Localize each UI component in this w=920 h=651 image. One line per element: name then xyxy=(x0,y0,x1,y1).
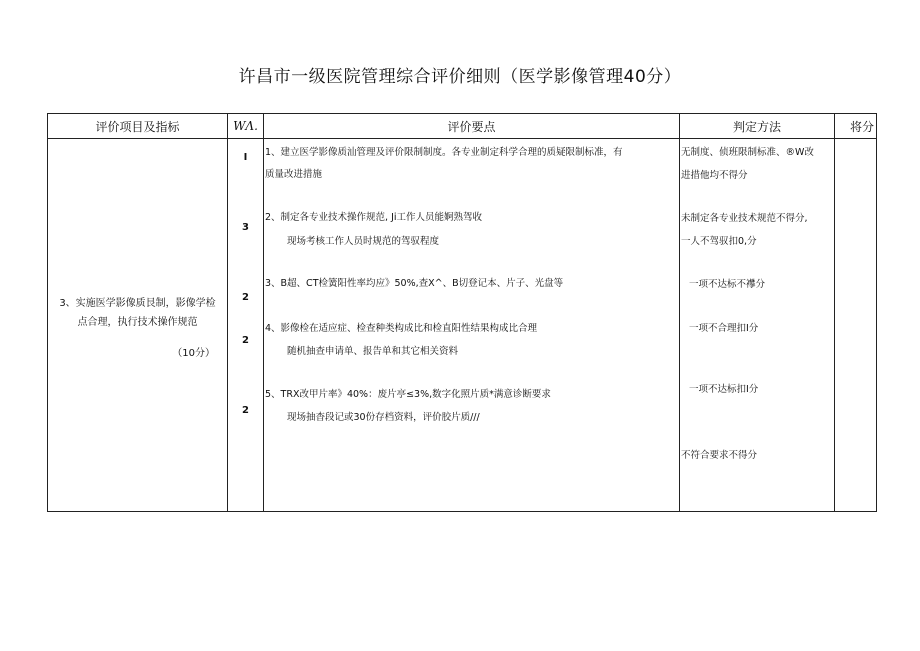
page-title: 许昌市一级医院管理综合评价细则（医学影像管理40分） xyxy=(238,67,682,87)
method-cell xyxy=(680,139,835,512)
weight-4: 2 xyxy=(242,335,249,346)
method-2-line-2: 一人不驾驭扣0,分 xyxy=(681,236,757,247)
point-5-line-2: 现场抽杳段记或30份存档资料，评价胶片质/// xyxy=(287,412,480,423)
point-2-line-2: 现场考核工作人员时规范的驾驭程度 xyxy=(287,236,440,247)
method-4: 一项不合理扣I分 xyxy=(689,323,759,334)
score-cell xyxy=(835,139,877,512)
point-1-line-1: 1、建立医学影像质汕管理及评价限制制度。各专业制定科学合理的质疑限制标准，有 xyxy=(265,147,623,158)
method-6: 不符合要求不得分 xyxy=(681,450,758,461)
method-3: 一项不达标不襻分 xyxy=(689,279,766,290)
item-line-1: 3、实施医学影像质艮制，影像学检 xyxy=(59,298,216,309)
method-1-line-1: 无制度、侦班限制标准、®W改 xyxy=(681,147,814,158)
item-line-2: 点合理，执行技术操作规范 xyxy=(77,317,198,328)
point-4-line-2: 随机抽查申请单、报告单和其它相关资料 xyxy=(287,346,459,357)
points-cell xyxy=(264,139,680,512)
point-3-line-1: 3、B超、CT检簧阳性率均应》50%,查X^、B切登记本、片子、光盘等 xyxy=(265,278,564,289)
weight-5: 2 xyxy=(242,405,249,416)
weight-2: 3 xyxy=(242,222,249,233)
weight-cell xyxy=(228,139,264,512)
item-cell xyxy=(48,139,228,512)
method-2-line-1: 未制定各专业技术规范不得分, xyxy=(681,213,808,224)
evaluation-table xyxy=(47,113,877,512)
point-1-line-2: 质量改进措施 xyxy=(265,169,323,180)
point-4-line-1: 4、影像检在适应症、检查种类构成比和检直阳性结果构成比合理 xyxy=(265,323,538,334)
table-header-row xyxy=(48,114,877,139)
method-1-line-2: 进措他均不得分 xyxy=(681,170,748,181)
point-2-line-1: 2、制定各专业技术操作规范, Ji工作人员能婀熟驾收 xyxy=(265,212,483,223)
table-row xyxy=(48,139,877,512)
header-score: 将分 xyxy=(835,114,877,139)
weight-3: 2 xyxy=(242,292,249,303)
weight-1: I xyxy=(243,152,248,163)
header-points: 评价要点 xyxy=(264,114,680,139)
item-score: （10分） xyxy=(172,348,215,359)
header-project: 评价项目及指标 xyxy=(48,114,228,139)
point-5-line-1: 5、TRX改甲片率》40%：废片亭≤3%,数字化照片质*满意诊断要求 xyxy=(265,389,551,400)
method-5: 一项不达标扣I分 xyxy=(689,384,759,395)
header-method: 判定方法 xyxy=(680,114,835,139)
header-weight: WΛ. xyxy=(228,114,264,139)
